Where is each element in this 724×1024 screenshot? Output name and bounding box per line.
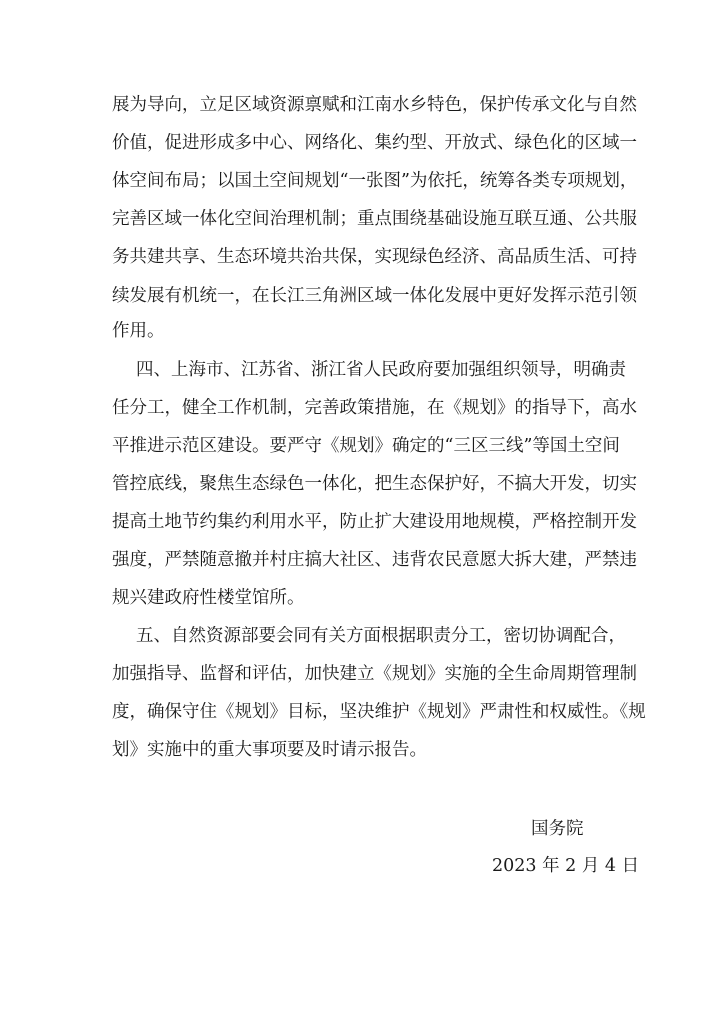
paragraph-line: 续发展有机统一，在长江三角洲区域一体化发展中更好发挥示范引领 — [112, 286, 637, 306]
signature-organization: 国务院 — [531, 819, 584, 839]
paragraph-line: 体空间布局；以国土空间规划“一张图”为依托，统筹各类专项规划， — [112, 171, 638, 191]
paragraph-line: 加强指导、监督和评估，加快建立《规划》实施的全生命周期管理制 — [112, 664, 637, 684]
paragraph-line: 五、自然资源部要会同有关方面根据职责分工，密切协调配合， — [136, 626, 626, 646]
paragraph-line: 管控底线，聚焦生态绿色一体化，把生态保护好，不搞大开发，切实 — [112, 474, 637, 494]
paragraph-line: 强度，严禁随意撤并村庄搞大社区、违背农民意愿大拆大建，严禁违 — [112, 550, 637, 570]
paragraph-line: 平推进示范区建设。要严守《规划》确定的“三区三线”等国土空间 — [112, 436, 620, 456]
paragraph-line: 展为导向，立足区域资源禀赋和江南水乡特色，保护传承文化与自然 — [112, 95, 637, 115]
paragraph-line: 务共建共享、生态环境共治共保，实现绿色经济、高品质生活、可持 — [112, 247, 637, 267]
paragraph-line: 完善区域一体化空间治理机制；重点围绕基础设施互联互通、公共服 — [112, 209, 637, 229]
paragraph-line: 提高土地节约集约利用水平，防止扩大建设用地规模，严格控制开发 — [112, 512, 637, 532]
paragraph-line: 四、上海市、江苏省、浙江省人民政府要加强组织领导，明确责 — [136, 360, 626, 380]
paragraph-line: 任分工，健全工作机制，完善政策措施，在《规划》的指导下，高水 — [112, 398, 637, 418]
paragraph-line: 规兴建政府性楼堂馆所。 — [112, 588, 305, 608]
signature-date: 2023 年 2 月 4 日 — [492, 856, 640, 876]
paragraph-line: 作用。 — [112, 321, 165, 341]
paragraph-line: 价值，促进形成多中心、网络化、集约型、开放式、绿色化的区域一 — [112, 133, 637, 153]
paragraph-line: 划》实施中的重大事项要及时请示报告。 — [112, 740, 427, 760]
paragraph-line: 度，确保守住《规划》目标，坚决维护《规划》严肃性和权威性。《规 — [112, 702, 646, 722]
